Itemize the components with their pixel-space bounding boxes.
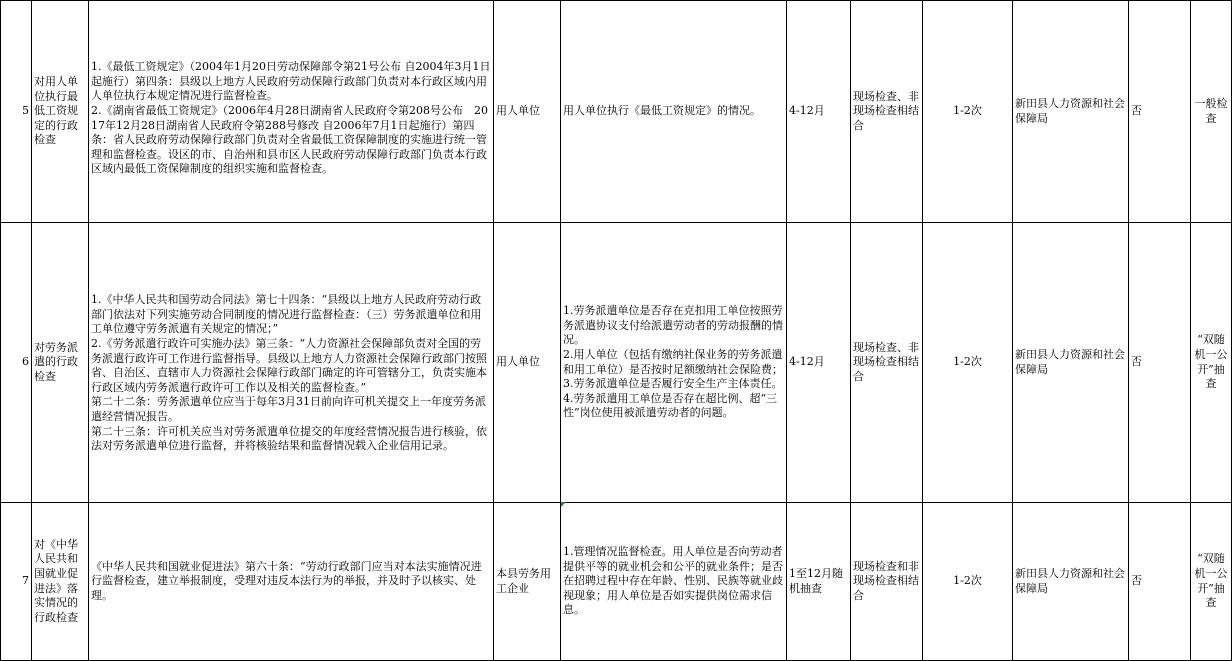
inspection-frequency: 1-2次 xyxy=(923,1,1013,223)
inspection-content-cell xyxy=(561,223,787,503)
inspection-frequency: 1-2次 xyxy=(923,503,1013,661)
table-row xyxy=(1,223,1232,503)
inspection-type: “双随机一公开”抽查 xyxy=(1191,223,1232,503)
inspection-content: 用人单位执行《最低工资规定》的情况。 xyxy=(561,1,787,223)
inspection-flag: 否 xyxy=(1129,223,1191,503)
inspection-agency: 新田县人力资源和社会保障局 xyxy=(1013,503,1129,661)
legal-basis-cell xyxy=(89,223,494,503)
inspection-method: 现场检查、非现场检查相结合 xyxy=(851,223,923,503)
legal-basis-paragraph: 2.《劳务派遣行政许可实施办法》第三条：“人力资源社会保障部负责对全国的劳务派遣行政许可工作进行监督指导。县级以上地方人力资源社会保障行政部门按照省、自治区、直辖市人力资源社会保障行政部门确定的许可管辖分工，负责实施本行政区域内劳务派遣行政许可工作以及相关的监督检查。” xyxy=(91,337,487,394)
inspection-content-cell xyxy=(561,503,787,661)
inspection-agency: 新田县人力资源和社会保障局 xyxy=(1013,1,1129,223)
inspection-object: 用人单位 xyxy=(494,223,561,503)
inspection-method: 现场检查和非现场检查相结合 xyxy=(851,503,923,661)
inspection-item: 对《中华人民共和国就业促进法》落实情况的行政检查 xyxy=(32,503,89,661)
inspection-object: 用人单位 xyxy=(494,1,561,223)
inspection-agency: 新田县人力资源和社会保障局 xyxy=(1013,223,1129,503)
legal-basis-paragraph: 第二十三条：许可机关应当对劳务派遣单位提交的年度经营情况报告进行核验，依法对劳务派遣单位进行监督，并将核验结果和监督情况载入企业信用记录。 xyxy=(91,424,487,453)
inspection-type: 一般检查 xyxy=(1191,1,1232,223)
legal-basis-cell xyxy=(89,1,494,223)
inspection-content-paragraph: 2.用人单位（包括有缴纳社保业务的劳务派遣和用工单位）是否按时足额缴纳社会保险费；3.劳务派遣单位是否履行安全生产主体责任。 xyxy=(563,347,783,391)
inspection-item: 对劳务派遣的行政检查 xyxy=(32,223,89,503)
legal-basis-cell xyxy=(89,503,494,661)
row-number: 6 xyxy=(1,223,32,503)
inspection-type: “双随机一公开”抽查 xyxy=(1191,503,1232,661)
inspection-period: 4-12月 xyxy=(787,1,851,223)
inspection-period: 1至12月随机抽查 xyxy=(787,503,851,661)
legal-basis-paragraph: 2.《湖南省最低工资规定》（2006年4月28日湖南省人民政府令第208号公布 2017年12月28日湖南省人民政府令第288号修改 自2006年7月1日起施行）第四条：省人民政府劳动保障行政部门负责对全省最低工资保障制度的实施进行统一管理和监督检查。设区的市、自治州和县市区人民政府劳动保障行政部门负责本行政区域内最低工资保障制度的组织实施和监督检查。 xyxy=(91,103,488,176)
inspection-object: 本县劳务用工企业 xyxy=(494,503,561,661)
legal-basis-paragraph: 1.《最低工资规定》（2004年1月20日劳动保障部令第21号公布 自2004年3月1日起施行）第四条：县级以上地方人民政府劳动保障行政部门负责对本行政区域内用人单位执行本规定情况进行监督检查。 xyxy=(91,60,491,103)
table-row xyxy=(1,1,1232,223)
inspection-item: 对用人单位执行最低工资规定的行政检查 xyxy=(32,1,89,223)
inspection-frequency: 1-2次 xyxy=(923,223,1013,503)
row-number: 5 xyxy=(1,1,32,223)
inspection-period: 4-12月 xyxy=(787,223,851,503)
inspection-flag: 否 xyxy=(1129,1,1191,223)
legal-basis-paragraph: 第二十二条：劳务派遣单位应当于每年3月31日前向许可机关提交上一年度劳务派遣经营情况报告。 xyxy=(91,395,486,423)
inspection-method: 现场检查、非现场检查相结合 xyxy=(851,1,923,223)
legal-basis-paragraph: 1.《中华人民共和国劳动合同法》第七十四条：“县级以上地方人民政府劳动行政部门依法对下列实施劳动合同制度的情况进行监督检查：（三）劳务派遣单位和用工单位遵守劳务派遣有关规定的情况；” xyxy=(91,293,482,336)
inspection-flag: 否 xyxy=(1129,503,1191,661)
inspection-content-paragraph: 4.劳务派遣用工单位是否存在超比例、超“三性”岗位使用被派遣劳动者的问题。 xyxy=(563,391,778,420)
cell-comment-marker xyxy=(561,502,566,507)
inspection-content-paragraph: 1.管理情况监督检查。用人单位是否向劳动者提供平等的就业机会和公平的就业条件；是否在招聘过程中存在年龄、性别、民族等就业歧视现象；用人单位是否如实提供岗位需求信息。 xyxy=(563,545,783,617)
row-number: 7 xyxy=(1,503,32,661)
inspection-content-paragraph: 1.劳务派遣单位是否存在克扣用工单位按照劳务派遣协议支付给派遣劳动者的劳动报酬的情况。 xyxy=(563,304,783,347)
table-row xyxy=(1,503,1232,661)
legal-basis-paragraph: 《中华人民共和国就业促进法》第六十条：“劳动行政部门应当对本法实施情况进行监督检查，建立举报制度，受理对违反本法行为的举报，并及时予以核实、处理。 xyxy=(91,559,482,602)
